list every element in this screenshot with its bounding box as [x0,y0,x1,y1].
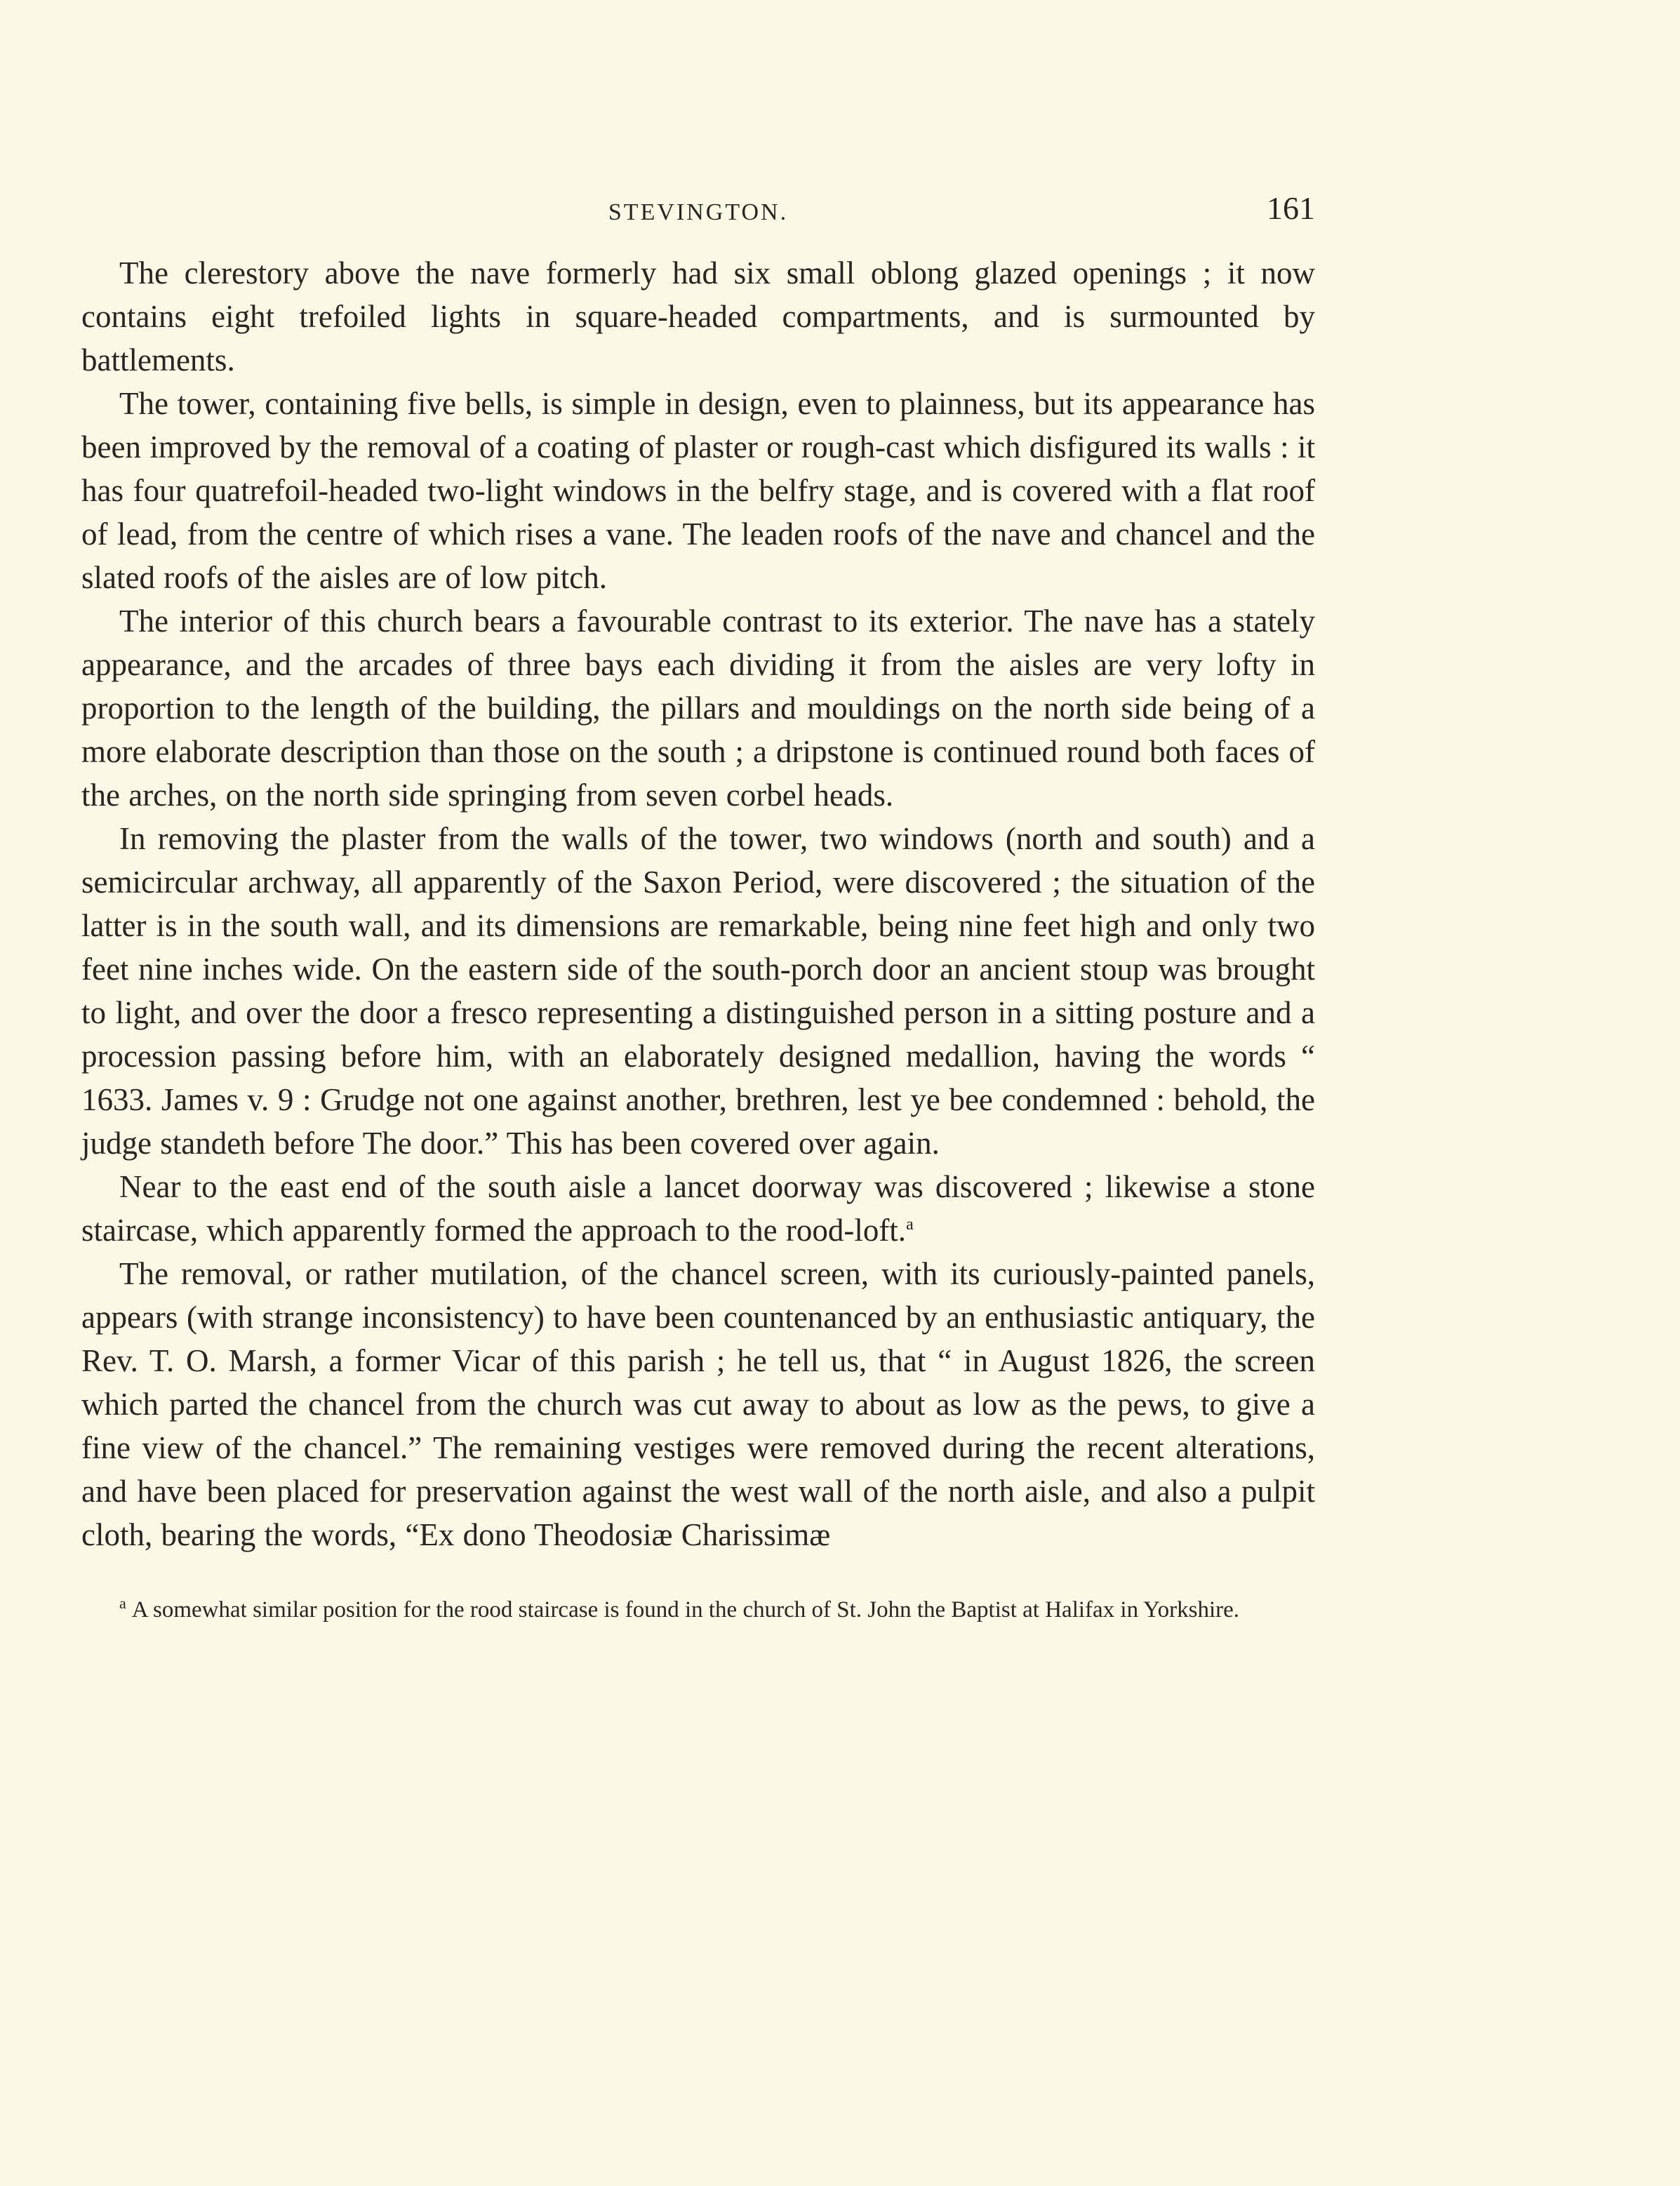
footnote-reference: a [906,1215,914,1234]
paragraph-lancet-doorway [81,1165,1315,1252]
book-page [81,189,1315,2126]
footnote-text: A somewhat similar position for the rood staircase is found in the church of St. John the Baptist at Halifax in Yorkshire. [131,1597,1240,1622]
paragraph-interior: The interior of this church bears a favourable contrast to its exterior. The nave has a stately appearance, and the arcades of three bays each dividing it from the aisles are very lofty in proportion to the length of the building, the pillars and mouldings on the north side being of a more elaborate description than those on the south ; a dripstone is continued round both faces of the arches, on the north side springing from seven corbel heads. [81,604,1315,813]
paragraph-clerestory: The clerestory above the nave formerly had six small oblong glazed openings ; it now contains eight trefoiled lights in square-headed compartments, and is surmounted by battlements. [81,255,1315,378]
footnote-mark: a [119,1594,126,1612]
paragraph-lancet-doorway-text: Near to the east end of the south aisle a lancet doorway was discovered ; likewise a stone staircase, which apparently formed the approach to the rood-loft. [81,1169,1315,1248]
body-text [81,251,1315,1557]
running-head [81,189,1315,239]
paragraph-tower: The tower, containing five bells, is simple in design, even to plainness, but its appearance has been improved by the removal of a coating of plaster or rough-cast which disfigured its walls : it has four quatrefoil-headed two-light windows in the belfry stage, and is covered with a flat roof of lead, from the centre of which rises a vane. The leaden roofs of the nave and chancel and the slated roofs of the aisles are of low pitch. [81,386,1315,595]
paragraph-chancel-screen: The removal, or rather mutilation, of the chancel screen, with its curiously-painted panels, appears (with strange inconsistency) to have been countenanced by an enthusiastic antiquary, the Rev. T. O. Marsh, a former Vicar of this parish ; he tell us, that “ in August 1826, the screen which parted the chancel from the church was cut away to about as low as the pews, to give a fine view of the chancel.” The remaining vestiges were removed during the recent alterations, and have been placed for preservation against the west wall of the north aisle, and also a pulpit cloth, bearing the words, “Ex dono Theodosiæ Charissimæ [81,1256,1315,1552]
footnote [81,1590,1315,1629]
paragraph-plaster-removal: In removing the plaster from the walls of the tower, two windows (north and south) and a semicircular archway, all apparently of the Saxon Period, were discovered ; the situation of the latter is in the south wall, and its dimensions are remarkable, being nine feet high and only two feet nine inches wide. On the eastern side of the south-porch door an ancient stoup was brought to light, and over the door a fresco representing a distinguished person in a sitting posture and a procession passing before him, with an elaborately designed medallion, having the words “ 1633. James v. 9 : Grudge not one against another, brethren, lest ye bee condemned : behold, the judge standeth before The door.” This has been covered over again. [81,821,1315,1161]
running-title: STEVINGTON. [608,199,789,225]
page-number: 161 [1267,190,1315,226]
